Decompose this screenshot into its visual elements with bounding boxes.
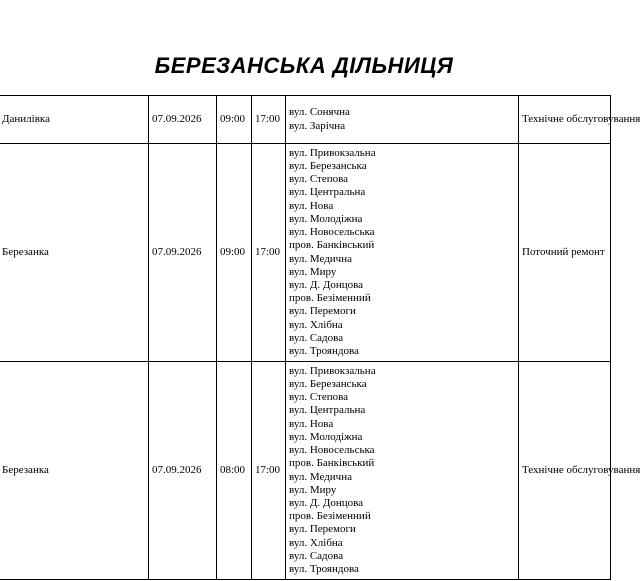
street-name: вул. Березанська <box>289 160 367 173</box>
street-name: вул. Привокзальна <box>289 146 376 159</box>
street-name: вул. Степова <box>289 391 349 404</box>
street-name: вул. Нова <box>289 199 334 212</box>
street-name: вул. Перемоги <box>289 523 356 536</box>
street-name: вул. Садова <box>289 549 344 562</box>
end-time-cell: 17:00 <box>252 96 286 144</box>
street-name: вул. Новосельська <box>289 444 375 457</box>
street-name: вул. Новосельська <box>289 226 375 239</box>
street-name: вул. Хлібна <box>289 318 343 331</box>
street-name: вул. Центральна <box>289 186 366 199</box>
street-name: пров. Банківський <box>289 457 375 470</box>
street-name: пров. Безіменний <box>289 292 371 305</box>
street-name: вул. Нова <box>289 417 334 430</box>
street-name: вул. Трояндова <box>289 344 359 357</box>
street-name: пров. Безіменний <box>289 510 371 523</box>
outage-schedule-table <box>0 95 640 580</box>
table-row <box>0 362 611 580</box>
street-name: вул. Березанська <box>289 378 367 391</box>
street-name: вул. Медична <box>289 252 352 265</box>
work-type-cell: Технічне обслуговування <box>519 96 611 144</box>
work-type-cell: Технічне обслуговування <box>519 362 611 580</box>
end-time-cell: 17:00 <box>252 144 286 362</box>
street-name: вул. Степова <box>289 173 349 186</box>
street-name: вул. Д. Донцова <box>289 496 364 509</box>
street-name: вул. Д. Донцова <box>289 278 364 291</box>
street-name: вул. Молодіжна <box>289 212 363 225</box>
street-name: вул. Миру <box>289 265 337 278</box>
end-time-cell: 17:00 <box>252 362 286 580</box>
page-title: БЕРЕЗАНСЬКА ДІЛЬНИЦЯ <box>154 53 454 78</box>
date-cell: 07.09.2026 <box>149 96 217 144</box>
street-name: вул. Миру <box>289 483 337 496</box>
start-time-cell: 09:00 <box>217 96 252 144</box>
date-cell: 07.09.2026 <box>149 362 217 580</box>
village-cell: Данилівка <box>0 96 149 144</box>
street-name: вул. Трояндова <box>289 562 359 575</box>
street-name: вул. Привокзальна <box>289 364 376 377</box>
street-name: вул. Садова <box>289 331 344 344</box>
date-cell: 07.09.2026 <box>149 144 217 362</box>
work-type-cell: Поточний ремонт <box>519 144 611 362</box>
street-name: вул. Зарічна <box>289 119 346 132</box>
street-name: вул. Центральна <box>289 404 366 417</box>
street-name: пров. Банківський <box>289 239 375 252</box>
table-row <box>0 96 611 144</box>
street-name: вул. Медична <box>289 470 352 483</box>
streets-cell <box>286 362 519 580</box>
street-name: вул. Молодіжна <box>289 430 363 443</box>
start-time-cell: 09:00 <box>217 144 252 362</box>
table-row <box>0 144 611 362</box>
village-cell: Березанка <box>0 144 149 362</box>
streets-cell <box>286 96 519 144</box>
start-time-cell: 08:00 <box>217 362 252 580</box>
street-name: вул. Хлібна <box>289 536 343 549</box>
street-name: вул. Перемоги <box>289 305 356 318</box>
village-cell: Березанка <box>0 362 149 580</box>
streets-cell <box>286 144 519 362</box>
street-name: вул. Сонячна <box>289 106 350 119</box>
